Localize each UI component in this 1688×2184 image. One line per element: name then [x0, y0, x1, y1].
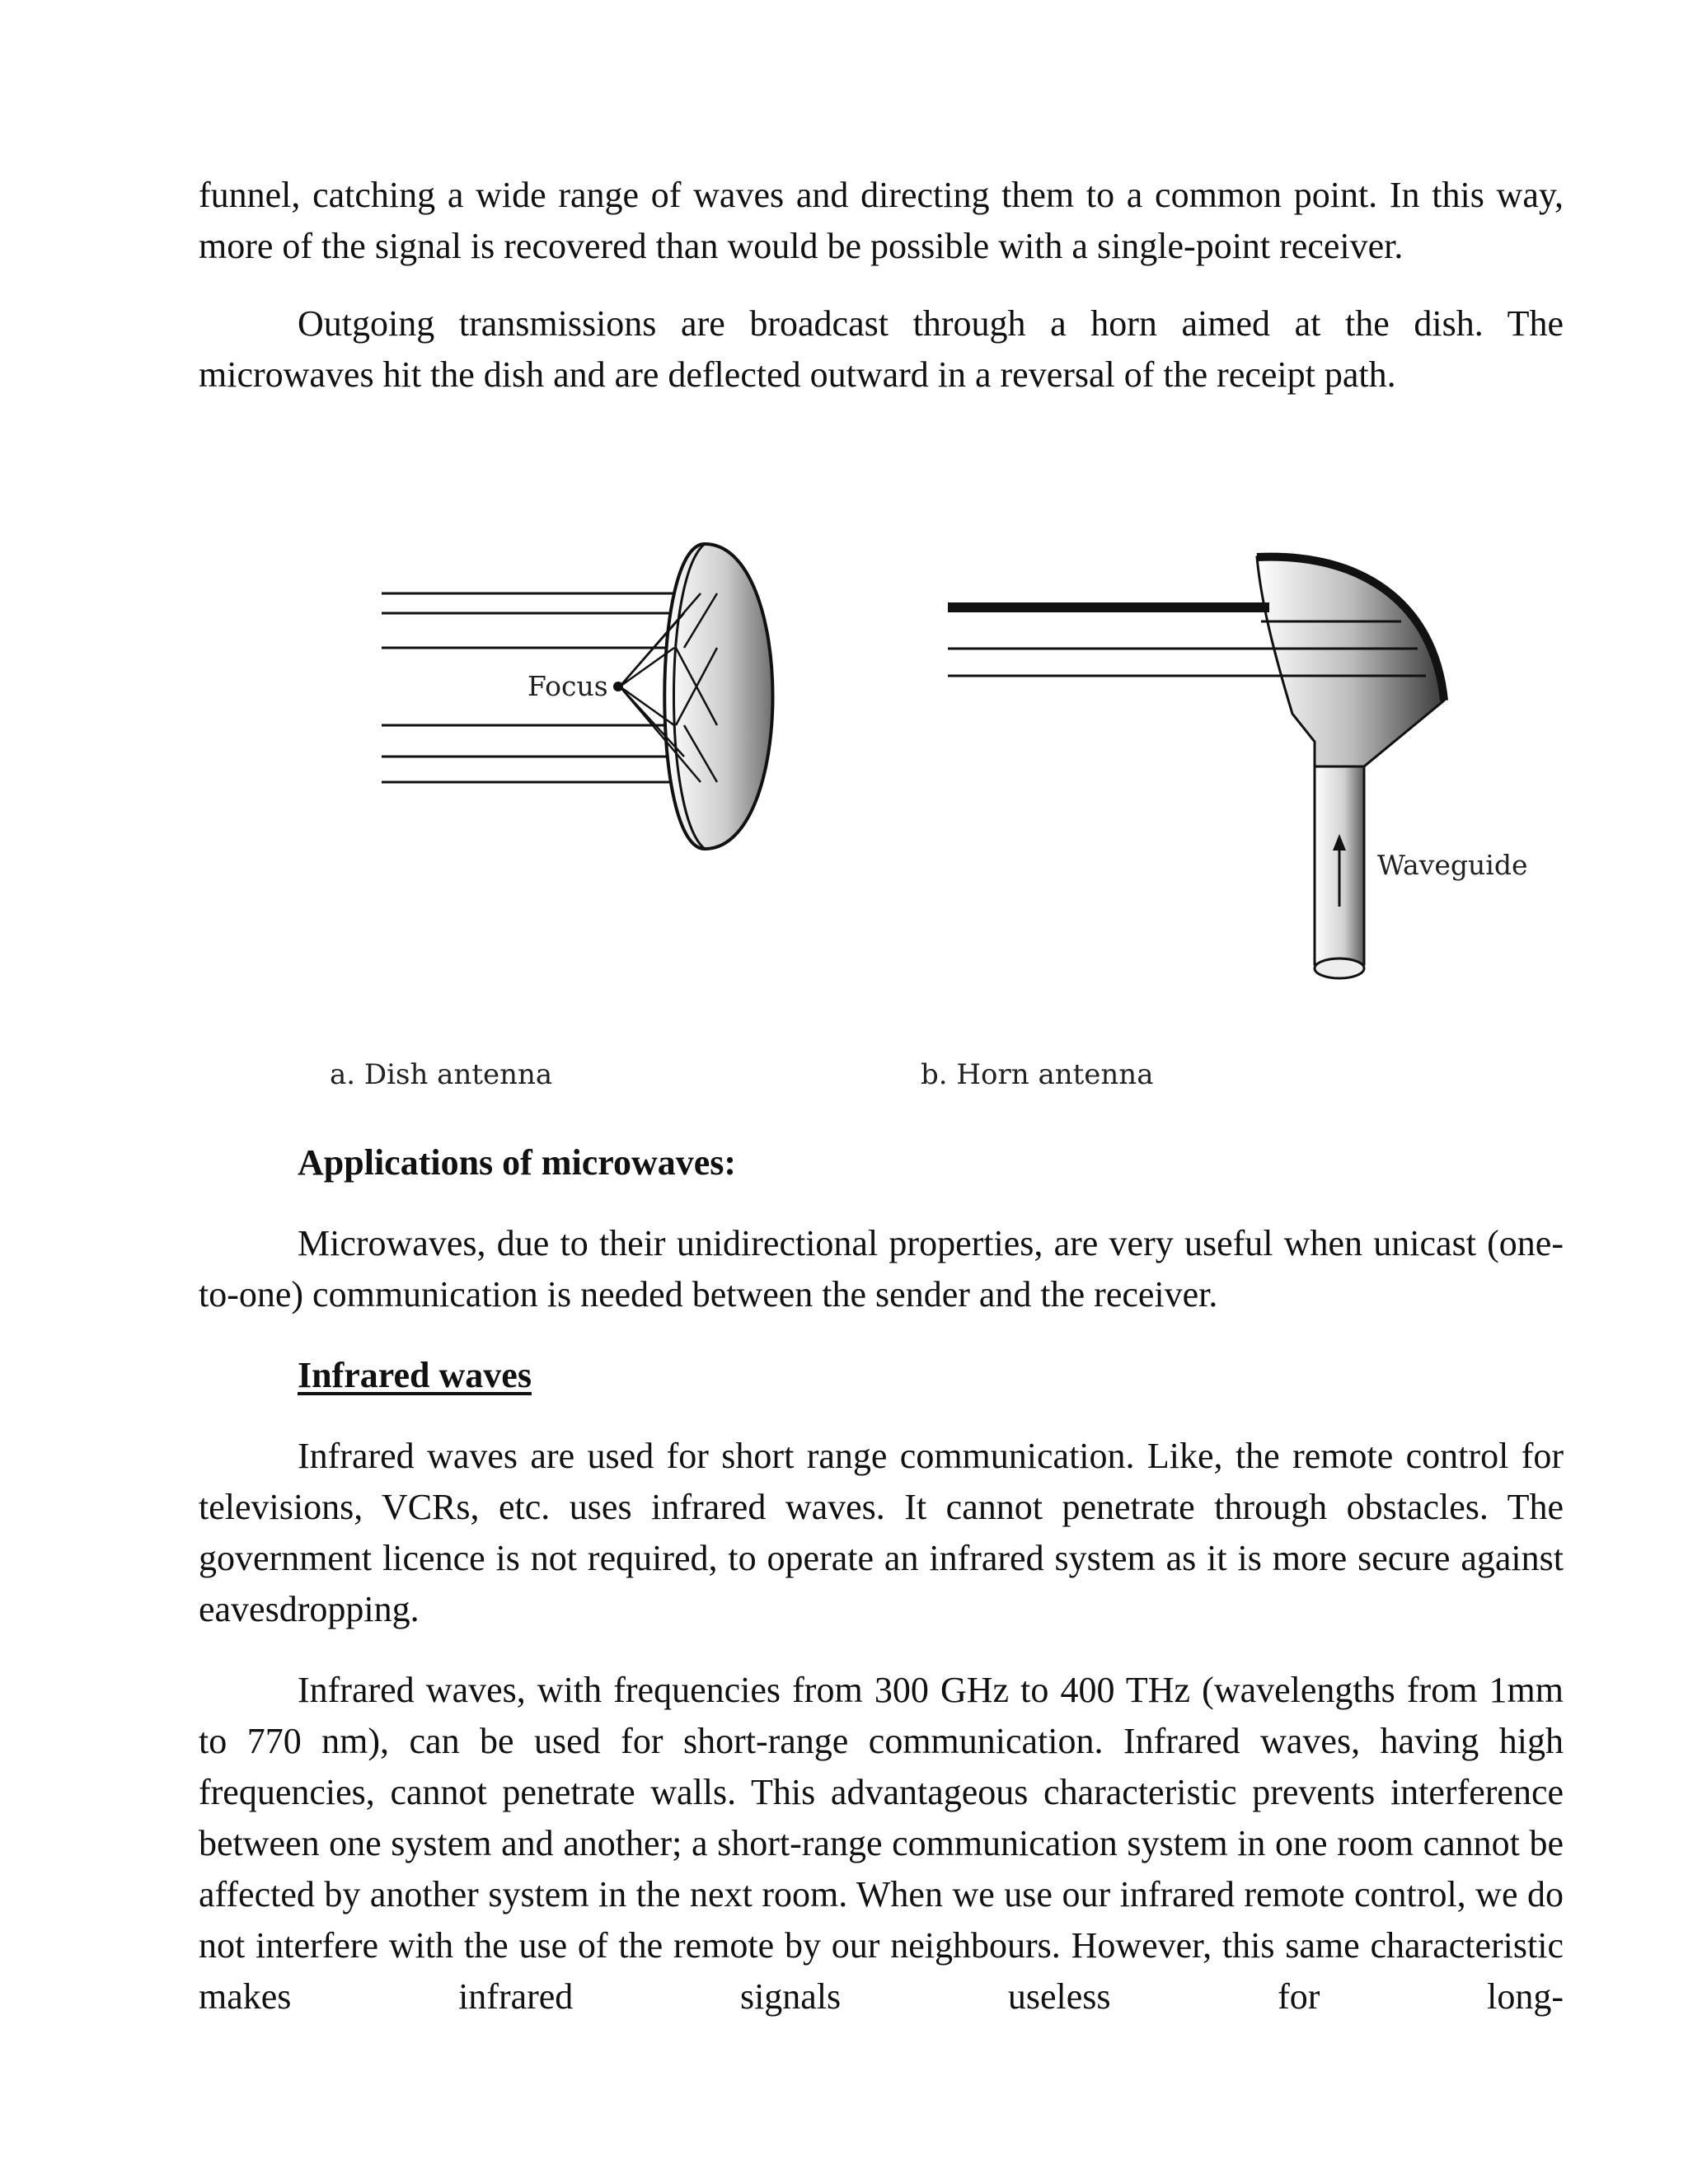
top-text [199, 170, 1564, 401]
horn-antenna [948, 557, 1527, 978]
paragraph-microwaves-unicast: Microwaves, due to their unidirectional properties, are very useful when unicast (one-to-one) communication is needed between the sender and the receiver. [199, 1223, 1564, 1315]
focus-point [613, 682, 623, 691]
paragraph-infrared-short-range: Infrared waves are used for short range communication. Like, the remote control for televisions, VCRs, etc. uses infrared waves. It cannot penetrate through obstacles. The government licence is not required, to operate an infrared system as it is more secure against eavesdropping. [199, 1436, 1564, 1629]
heading-infrared-text: Infrared waves [298, 1355, 532, 1395]
focus-label: Focus [528, 670, 608, 702]
paragraph-outgoing: Outgoing transmissions are broadcast through a horn aimed at the dish. The microwaves hit the dish and are deflected outward in a reversal of the receipt path. [199, 303, 1564, 395]
dish-antenna [382, 544, 773, 849]
antenna-diagram [0, 527, 1688, 1121]
caption-horn-antenna: b. Horn antenna [921, 1058, 1154, 1091]
antenna-figure [0, 527, 1688, 1121]
lower-text [199, 1137, 1564, 2022]
paragraph-funnel: funnel, catching a wide range of waves and directing them to a common point. In this way, more of the signal is recovered than would be possible with a single-point receiver. [199, 175, 1564, 266]
heading-infrared [199, 1350, 1564, 1401]
caption-dish-antenna: a. Dish antenna [330, 1058, 553, 1091]
dish-body [664, 544, 772, 849]
paragraph-infrared-frequencies: Infrared waves, with frequencies from 300 GHz to 400 THz (wavelengths from 1mm to 770 nm), can be used for short-range communication. Infrared waves, having high frequencies, cannot penetrate walls. This advantageous characteristic prevents interference between one system and another; a short-range communication system in one room cannot be affected by another system in the next room. When we use our infrared remote control, we do not interfere with the use of the remote by our neighbours. However, this same characteristic makes infrared signals useless for long- [199, 1670, 1564, 2017]
waveguide-label: Waveguide [1377, 849, 1528, 881]
heading-applications: Applications of microwaves: [298, 1142, 737, 1183]
